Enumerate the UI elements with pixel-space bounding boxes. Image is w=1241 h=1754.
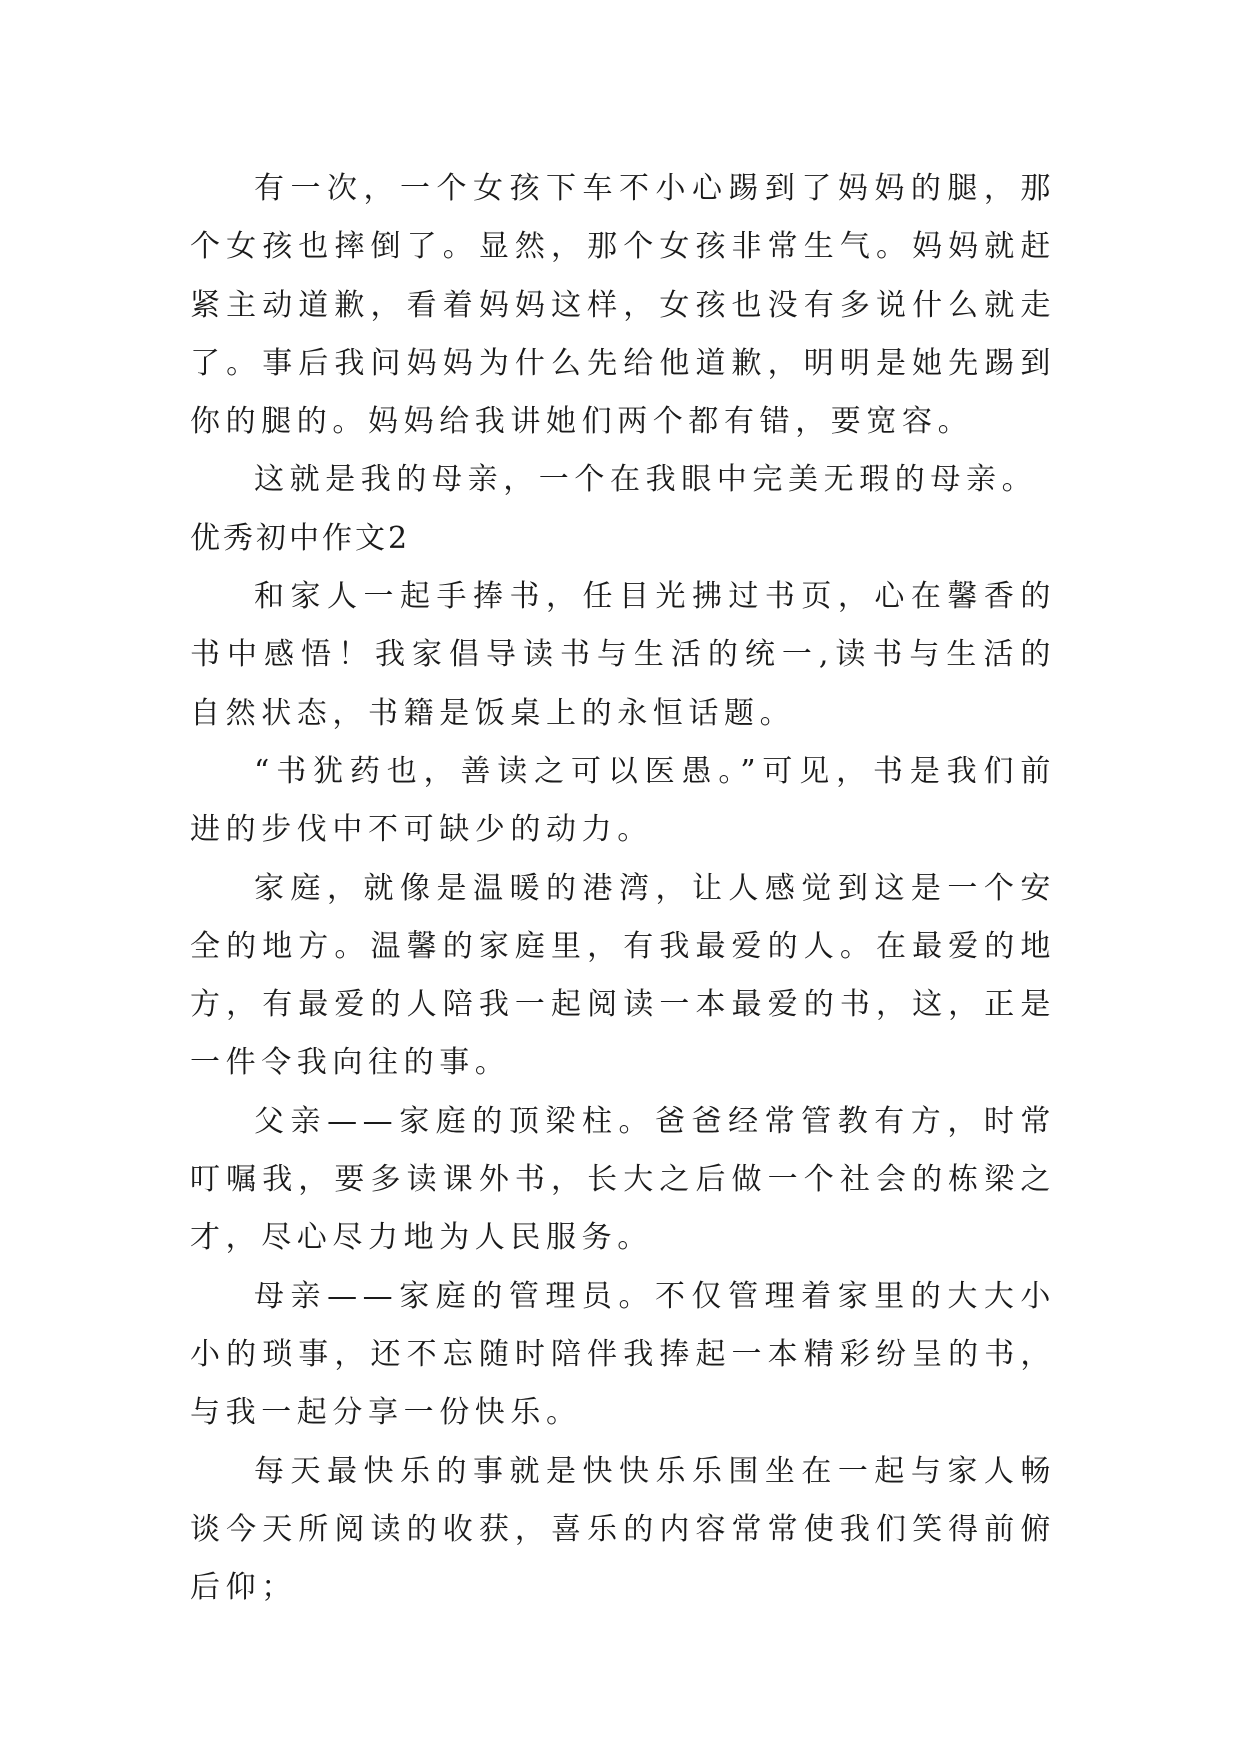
paragraph: 有一次，一个女孩下车不小心踢到了妈妈的腿，那个女孩也摔倒了。显然，那个女孩非常生气。妈妈就赶紧主动道歉，看着妈妈这样，女孩也没有多说什么就走了。事后我问妈妈为什么先给他道歉，明明是她先踢到你的腿的。妈妈给我讲她们两个都有错，要宽容。 (190, 171, 1056, 440)
paragraph: 家庭，就像是温暖的港湾，让人感觉到这是一个安全的地方。温馨的家庭里，有我最爱的人。在最爱的地方，有最爱的人陪我一起阅读一本最爱的书，这，正是一件令我向往的事。 (190, 870, 1056, 1081)
paragraph: “书犹药也，善读之可以医愚。”可见，书是我们前进的步伐中不可缺少的动力。 (190, 753, 1056, 848)
paragraph: 母亲——家庭的管理员。不仅管理着家里的大大小小的琐事，还不忘随时陪伴我捧起一本精彩纷呈的书，与我一起分享一份快乐。 (190, 1278, 1056, 1431)
paragraph: 这就是我的母亲，一个在我眼中完美无瑕的母亲。 (254, 462, 1038, 498)
paragraph: 父亲——家庭的顶梁柱。爸爸经常管教有方，时常叮嘱我，要多读课外书，长大之后做一个社会的栋梁之才，尽心尽力地为人民服务。 (190, 1103, 1056, 1256)
document-body (190, 160, 1056, 1617)
section-heading: 优秀初中作文2 (190, 520, 411, 556)
paragraph: 每天最快乐的事就是快快乐乐围坐在一起与家人畅谈今天所阅读的收获，喜乐的内容常常使我们笑得前俯后仰； (190, 1453, 1056, 1606)
paragraph: 和家人一起手捧书，任目光拂过书页，心在馨香的书中感悟！我家倡导读书与生活的统一,读书与生活的自然状态，书籍是饭桌上的永恒话题。 (190, 579, 1056, 731)
